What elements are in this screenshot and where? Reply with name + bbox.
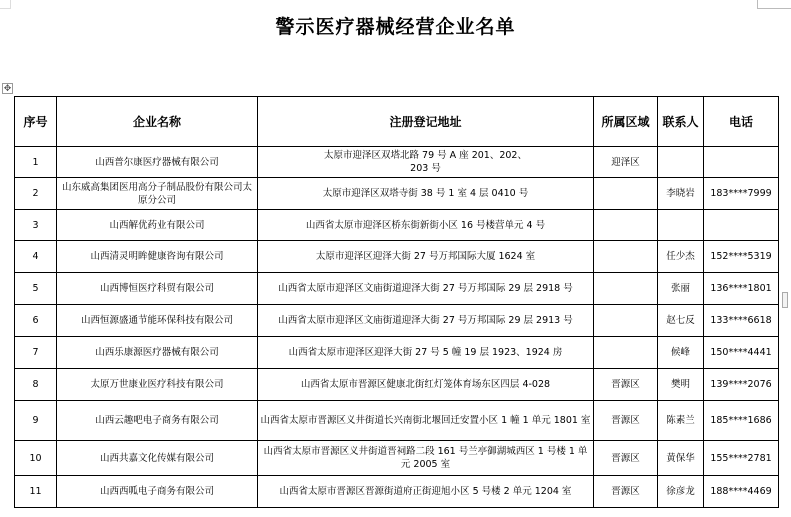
cell-company-name: 山西西呱电子商务有限公司	[57, 476, 258, 508]
cell-serial-number: 3	[15, 210, 57, 241]
table-row	[15, 476, 779, 508]
cell-district: 晋源区	[594, 369, 658, 401]
cell-contact: 陈素兰	[658, 401, 704, 441]
page-corner-mark	[757, 0, 791, 9]
table-resize-handle[interactable]	[782, 292, 788, 308]
cell-district: 迎泽区	[594, 147, 658, 178]
cell-district	[594, 273, 658, 305]
cell-company-name: 山西解优药业有限公司	[57, 210, 258, 241]
cell-contact: 赵七反	[658, 305, 704, 337]
cell-address: 山西省太原市晋源区义井街道晋祠路二段 161 号兰亭御湖城西区 1 号楼 1 单元 2005 室	[258, 441, 594, 476]
cell-contact: 李晓岩	[658, 178, 704, 210]
header-contact: 联系人	[658, 97, 704, 147]
table-row	[15, 210, 779, 241]
page-corner-mark-left	[0, 0, 11, 9]
cell-company-name: 山西乐康源医疗器械有限公司	[57, 337, 258, 369]
header-serial-number: 序号	[15, 97, 57, 147]
cell-company-name: 山西清灵明眸健康咨询有限公司	[57, 241, 258, 273]
cell-address: 山西省太原市迎泽区文庙街道迎泽大街 27 号万邦国际 29 层 2918 号	[258, 273, 594, 305]
cell-phone: 185****1686	[704, 401, 779, 441]
cell-company-name: 山西恒源盛通节能环保科技有限公司	[57, 305, 258, 337]
cell-district	[594, 337, 658, 369]
cell-serial-number: 4	[15, 241, 57, 273]
cell-company-name: 山西普尔康医疗器械有限公司	[57, 147, 258, 178]
cell-contact: 樊明	[658, 369, 704, 401]
document-title: 警示医疗器械经营企业名单	[275, 16, 516, 38]
table-move-handle-icon[interactable]: ✥	[3, 84, 12, 94]
table-row	[15, 401, 779, 441]
table-row	[15, 273, 779, 305]
table-row	[15, 178, 779, 210]
cell-district	[594, 305, 658, 337]
cell-contact: 徐彦龙	[658, 476, 704, 508]
cell-district: 晋源区	[594, 441, 658, 476]
cell-serial-number: 8	[15, 369, 57, 401]
cell-contact: 任少杰	[658, 241, 704, 273]
cell-district: 晋源区	[594, 401, 658, 441]
cell-district: 晋源区	[594, 476, 658, 508]
cell-address: 太原市迎泽区双塔北路 79 号 A 座 201、202、203 号	[258, 147, 594, 178]
cell-phone: 155****2781	[704, 441, 779, 476]
cell-district	[594, 178, 658, 210]
cell-address: 山西省太原市迎泽区迎泽大街 27 号 5 幢 19 层 1923、1924 房	[258, 337, 594, 369]
table-row	[15, 241, 779, 273]
header-company-name: 企业名称	[57, 97, 258, 147]
cell-address: 山西省太原市晋源区晋源街道府正街迎旭小区 5 号楼 2 单元 1204 室	[258, 476, 594, 508]
cell-company-name: 太原万世康业医疗科技有限公司	[57, 369, 258, 401]
cell-contact	[658, 147, 704, 178]
cell-contact	[658, 210, 704, 241]
table-row	[15, 305, 779, 337]
cell-phone	[704, 210, 779, 241]
cell-address: 山西省太原市晋源区健康北街红灯笼体育场东区四层 4-028	[258, 369, 594, 401]
header-phone: 电话	[704, 97, 779, 147]
cell-serial-number: 10	[15, 441, 57, 476]
cell-district	[594, 241, 658, 273]
cell-serial-number: 9	[15, 401, 57, 441]
header-registered-address: 注册登记地址	[258, 97, 594, 147]
cell-serial-number: 11	[15, 476, 57, 508]
cell-serial-number: 6	[15, 305, 57, 337]
cell-address: 太原市迎泽区迎泽大街 27 号万邦国际大厦 1624 室	[258, 241, 594, 273]
header-district: 所属区域	[594, 97, 658, 147]
cell-phone: 133****6618	[704, 305, 779, 337]
cell-address: 山西省太原市晋源区义井街道长兴南街北堰回迁安置小区 1 幢 1 单元 1801 室	[258, 401, 594, 441]
cell-contact: 候峰	[658, 337, 704, 369]
table-row	[15, 369, 779, 401]
cell-company-name: 山东威高集团医用高分子制品股份有限公司太原分公司	[57, 178, 258, 210]
cell-serial-number: 2	[15, 178, 57, 210]
cell-serial-number: 7	[15, 337, 57, 369]
cell-phone	[704, 147, 779, 178]
cell-address: 山西省太原市迎泽区文庙街道迎泽大街 27 号万邦国际 29 层 2913 号	[258, 305, 594, 337]
table-header-row	[15, 97, 779, 147]
cell-phone: 183****7999	[704, 178, 779, 210]
cell-phone: 150****4441	[704, 337, 779, 369]
cell-serial-number: 1	[15, 147, 57, 178]
cell-company-name: 山西云趣吧电子商务有限公司	[57, 401, 258, 441]
enterprise-table	[14, 96, 779, 508]
cell-serial-number: 5	[15, 273, 57, 305]
cell-address: 山西省太原市迎泽区桥东街新街小区 16 号楼营单元 4 号	[258, 210, 594, 241]
cell-phone: 139****2076	[704, 369, 779, 401]
cell-contact: 张丽	[658, 273, 704, 305]
table-row	[15, 441, 779, 476]
cell-phone: 152****5319	[704, 241, 779, 273]
cell-company-name: 山西博恒医疗科贸有限公司	[57, 273, 258, 305]
cell-address: 太原市迎泽区双塔寺街 38 号 1 室 4 层 0410 号	[258, 178, 594, 210]
table-row	[15, 337, 779, 369]
table-row	[15, 147, 779, 178]
cell-contact: 黄保华	[658, 441, 704, 476]
cell-company-name: 山西共嘉文化传媒有限公司	[57, 441, 258, 476]
cell-phone: 136****1801	[704, 273, 779, 305]
cell-district	[594, 210, 658, 241]
cell-phone: 188****4469	[704, 476, 779, 508]
